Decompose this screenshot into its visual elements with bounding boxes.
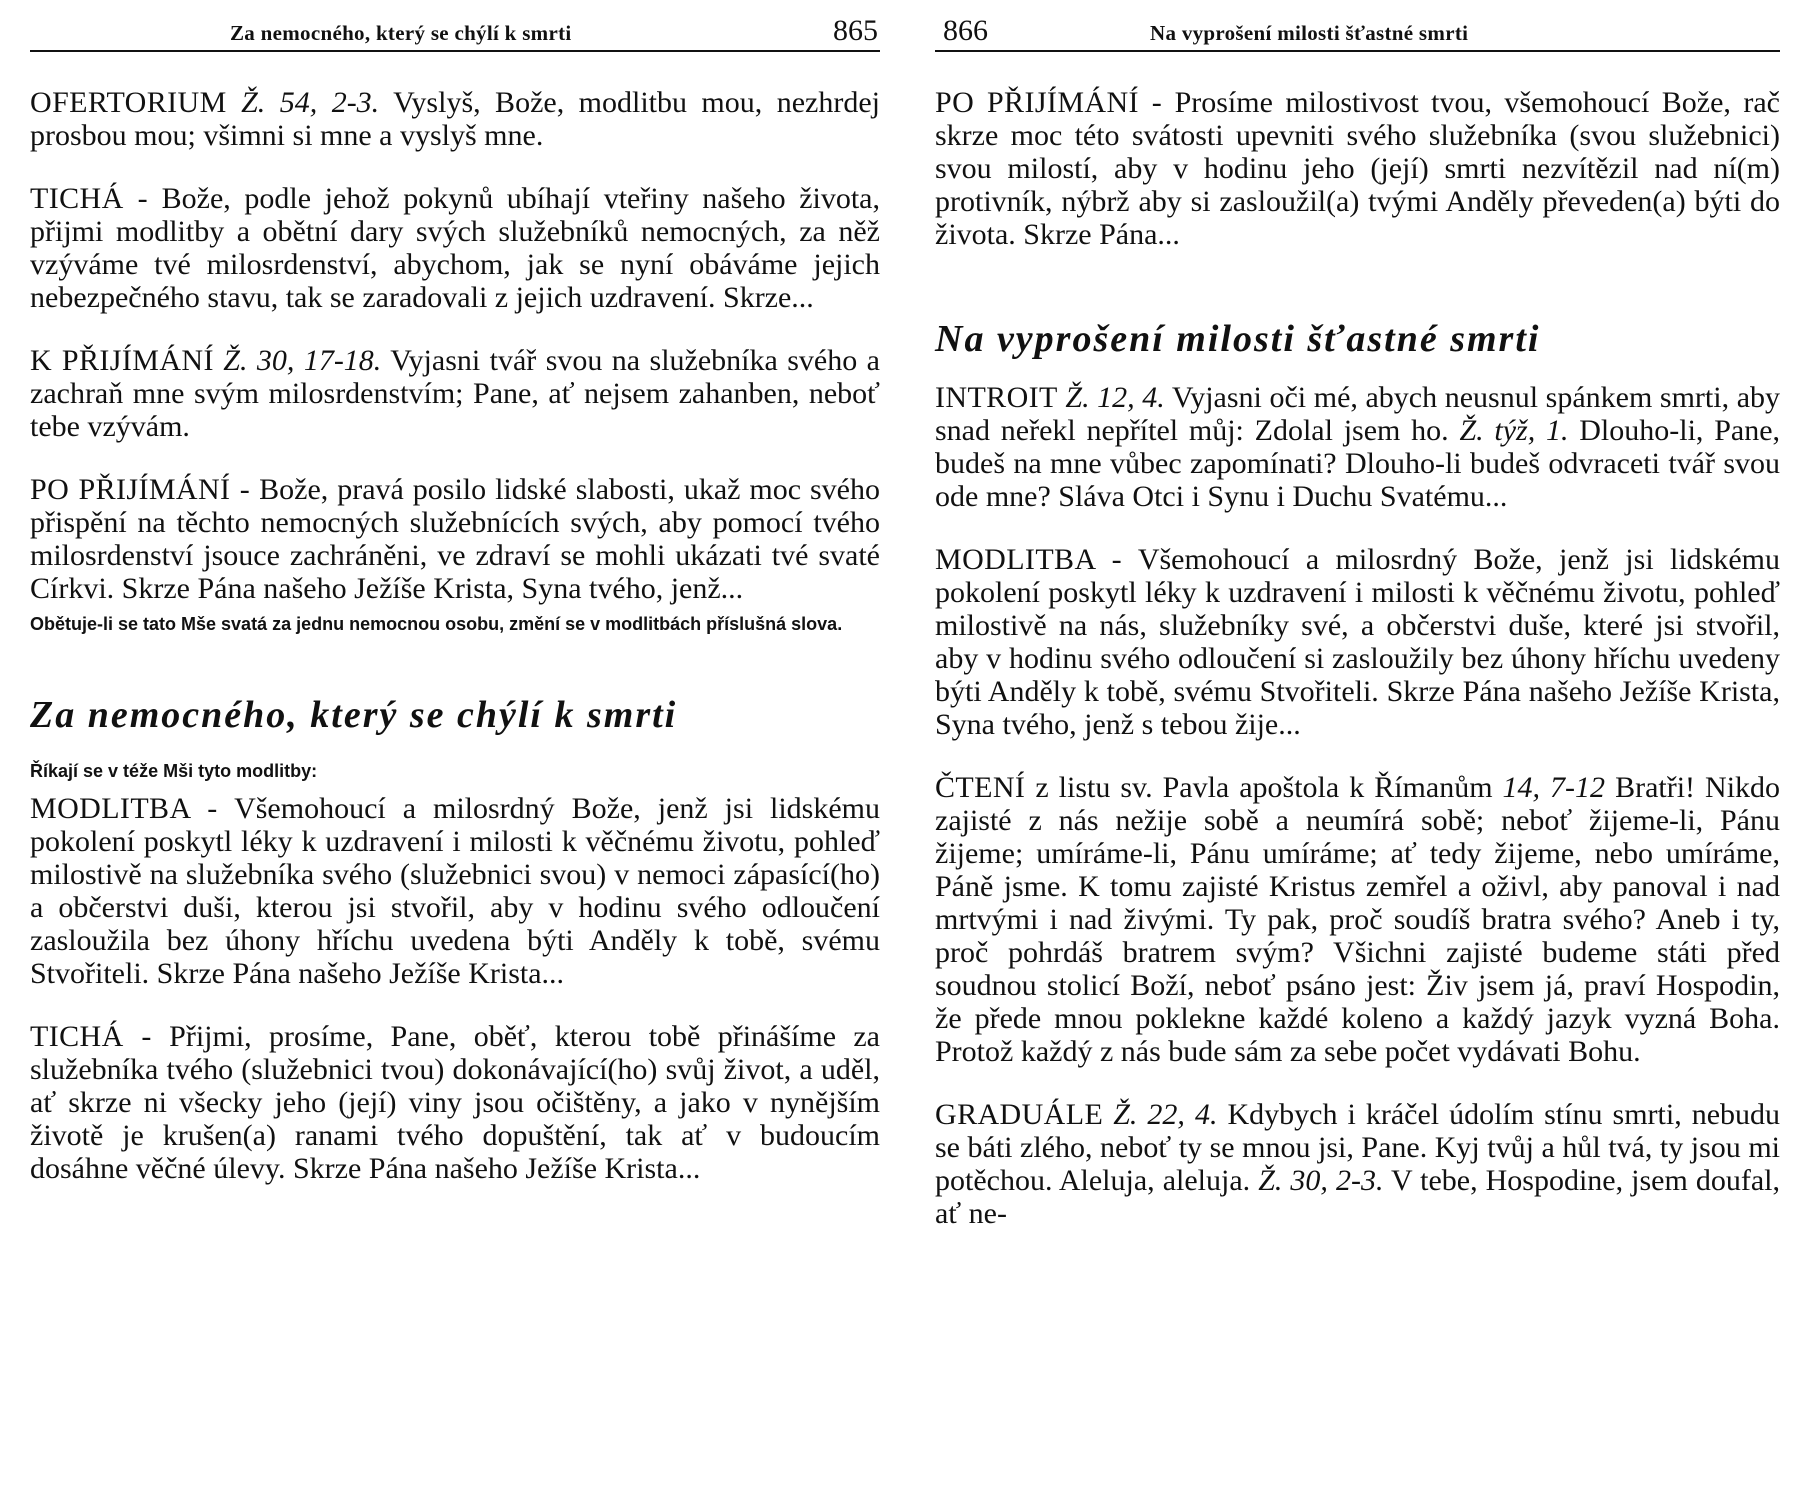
ticha2-label: TICHÁ - <box>30 1020 152 1053</box>
po-prijimani-label: PO PŘIJÍMÁNÍ - <box>30 473 251 506</box>
ticha-paragraph <box>30 182 880 314</box>
section-title: Za nemocného, který se chýlí k smrti <box>30 694 678 736</box>
rubric-intro: Říkají se v téže Mši tyto modlitby: <box>30 761 318 781</box>
introit-paragraph <box>935 381 1780 513</box>
po-prijimani-text: Prosíme milostivost tvou, všemohoucí Bože, rač skrze moc této svátosti upevniti svého služebníka (svou služebnici) svou milostí, aby v hodinu jeho (její) smrti nezvítězil nad ní(m) protivník, nýbrž aby si zasloužil(a) tvými Anděly převeden(a) býti do života. Skrze Pána... <box>935 86 1780 251</box>
page-number: 866 <box>943 14 988 47</box>
ticha2-paragraph <box>30 1020 880 1185</box>
ticha-text: Bože, podle jehož pokynů ubíhají vteřiny našeho života, přijmi modlitby a obětní dary svých služebníků nemocných, za něž vzýváme tvé milosrdenství, abychom, jak se nyní obáváme jejich nebezpečného stavu, tak se zaradovali z jejich uzdravení. Skrze... <box>30 182 880 314</box>
ticha2-text: Přijmi, prosíme, Pane, oběť, kterou tobě přinášíme za služebníka tvého (služebnici tvou) dokonávající(ho) svůj život, a uděl, ať skrze ni všecky jeho (její) viny jsou očištěny, a jako v nynějším životě je krušen(a) ranami tvého dopuštění, tak ať v budoucím dosáhne věčné úlevy. Skrze Pána našeho Ježíše Krista... <box>30 1020 880 1185</box>
page-header <box>30 0 880 52</box>
section-title: Na vyprošení milosti šťastné smrti <box>935 318 1541 360</box>
running-head: Na vyprošení milosti šťastné smrti <box>1150 21 1469 45</box>
k-prijimani-paragraph <box>30 344 880 443</box>
graduale-reference-2: Ž. 30, 2-3. <box>1258 1164 1384 1197</box>
cteni-intro: z listu sv. Pavla apoštola k Římanům <box>1035 771 1493 804</box>
modlitba-paragraph <box>935 543 1780 741</box>
cteni-paragraph <box>935 771 1780 1068</box>
introit-reference: Ž. 12, 4. <box>1065 381 1165 414</box>
ofertorium-text: Vyslyš, Bože, modlitbu mou, nezhrdej prosbou mou; všimni si mne a vyslyš mne. <box>30 86 880 152</box>
ticha-label: TICHÁ - <box>30 182 149 215</box>
k-prijimani-text: Vyjasni tvář svou na služebníka svého a zachraň mne svým milosrdenstvím; Pane, ať nejsem zahanben, neboť tebe vzývám. <box>30 344 880 443</box>
cteni-text: Bratři! Nikdo zajisté z nás nežije sobě a neumírá sobě; neboť žijeme-li, Pánu žijeme; umíráme-li, Pánu umíráme; ať tedy žijeme, nebo umíráme, Páně jsme. K tomu zajisté Kristus zemřel a oživl, aby panoval i nad mrtvými i nad živými. Ty pak, proč soudíš bratra svého? Aneb i ty, proč pohrdáš bratrem svým? Všichni zajisté budeme státi před soudnou stolicí Boží, neboť psáno jest: Živ jsem já, praví Hospodin, že přede mnou poklekne každé koleno a každý jazyk vyzná Boha. Protož každý z nás bude sám za sebe počet vydávati Bohu. <box>935 771 1781 1068</box>
introit-label: INTROIT <box>935 381 1058 414</box>
graduale-reference: Ž. 22, 4. <box>1113 1098 1218 1131</box>
k-prijimani-reference: Ž. 30, 17-18. <box>223 344 382 377</box>
ofertorium-reference: Ž. 54, 2-3. <box>241 86 380 119</box>
po-prijimani-paragraph <box>935 86 1780 251</box>
cteni-reference: 14, 7-12 <box>1502 771 1606 804</box>
po-prijimani-paragraph <box>30 473 880 605</box>
graduale-label: GRADUÁLE <box>935 1098 1104 1131</box>
introit-reference-2: Ž. týž, 1. <box>1459 414 1569 447</box>
ofertorium-paragraph <box>30 86 880 152</box>
modlitba-text: Všemohoucí a milosrdný Bože, jenž jsi lidskému pokolení poskytl léky k uzdravení i milosti k věčnému životu, pohleď milostivě na služebníka svého (služebnici svou) v nemoci zápasící(ho) a občerstvi duši, kterou jsi stvořil, aby v hodinu svého odloučení zasloužila bez úhony hříchu uvedena býti Anděly k tobě, svému Stvořiteli. Skrze Pána našeho Ježíše Krista... <box>30 792 880 990</box>
modlitba-label: MODLITBA - <box>30 792 218 825</box>
page-number: 865 <box>833 14 878 47</box>
rubric-note: Obětuje-li se tato Mše svatá za jednu nemocnou osobu, změní se v modlitbách příslušná slova. <box>30 614 843 634</box>
graduale-text: Kdybych i kráčel údolím stínu smrti, nebudu se báti zlého, neboť ty se mnou jsi, Pane. Kyj tvůj a hůl tvá, ty jsou mi potěchou. Aleluja, aleluja. <box>935 1098 1781 1197</box>
right-page <box>935 0 1780 1500</box>
modlitba-paragraph <box>30 792 880 990</box>
graduale-paragraph <box>935 1098 1780 1230</box>
introit-text-2: Dlouho-li, Pane, budeš na mne vůbec zapomínati? Dlouho-li budeš odvraceti tvář svou ode mne? Sláva Otci i Synu i Duchu Svatému... <box>935 414 1781 513</box>
running-head: Za nemocného, který se chýlí k smrti <box>230 21 572 45</box>
ofertorium-label: OFERTORIUM <box>30 86 227 119</box>
k-prijimani-label: K PŘIJÍMÁNÍ <box>30 344 214 377</box>
po-prijimani-text: Bože, pravá posilo lidské slabosti, ukaž moc svého přispění na těchto nemocných služebnících svých, aby pomocí tvého milosrdenství jsouce zachráněni, ve zdraví se mohli ukázati tvé svaté Církvi. Skrze Pána našeho Ježíše Krista, Syna tvého, jenž... <box>30 473 880 605</box>
left-page <box>30 0 880 1500</box>
modlitba-label: MODLITBA - <box>935 543 1123 576</box>
introit-text: Vyjasni oči mé, abych neusnul spánkem smrti, aby snad neřekl nepřítel můj: Zdolal jsem ho. <box>935 381 1781 447</box>
po-prijimani-label: PO PŘIJÍMÁNÍ - <box>935 86 1163 119</box>
modlitba-text: Všemohoucí a milosrdný Bože, jenž jsi lidskému pokolení poskytl léky k uzdravení i milosti k věčnému životu, pohleď milostivě na nás, služebníky své, a občerstvi duše, které jsi stvořil, aby v hodinu svého odloučení si zasloužily bez úhony hříchu uvedeny býti Anděly k tobě, svému Stvořiteli. Skrze Pána našeho Ježíše Krista, Syna tvého, jenž s tebou žije... <box>935 543 1780 741</box>
graduale-text-2: V tebe, Hospodine, jsem doufal, ať ne- <box>935 1164 1780 1230</box>
cteni-label: ČTENÍ <box>935 771 1026 804</box>
page-header <box>935 0 1780 52</box>
